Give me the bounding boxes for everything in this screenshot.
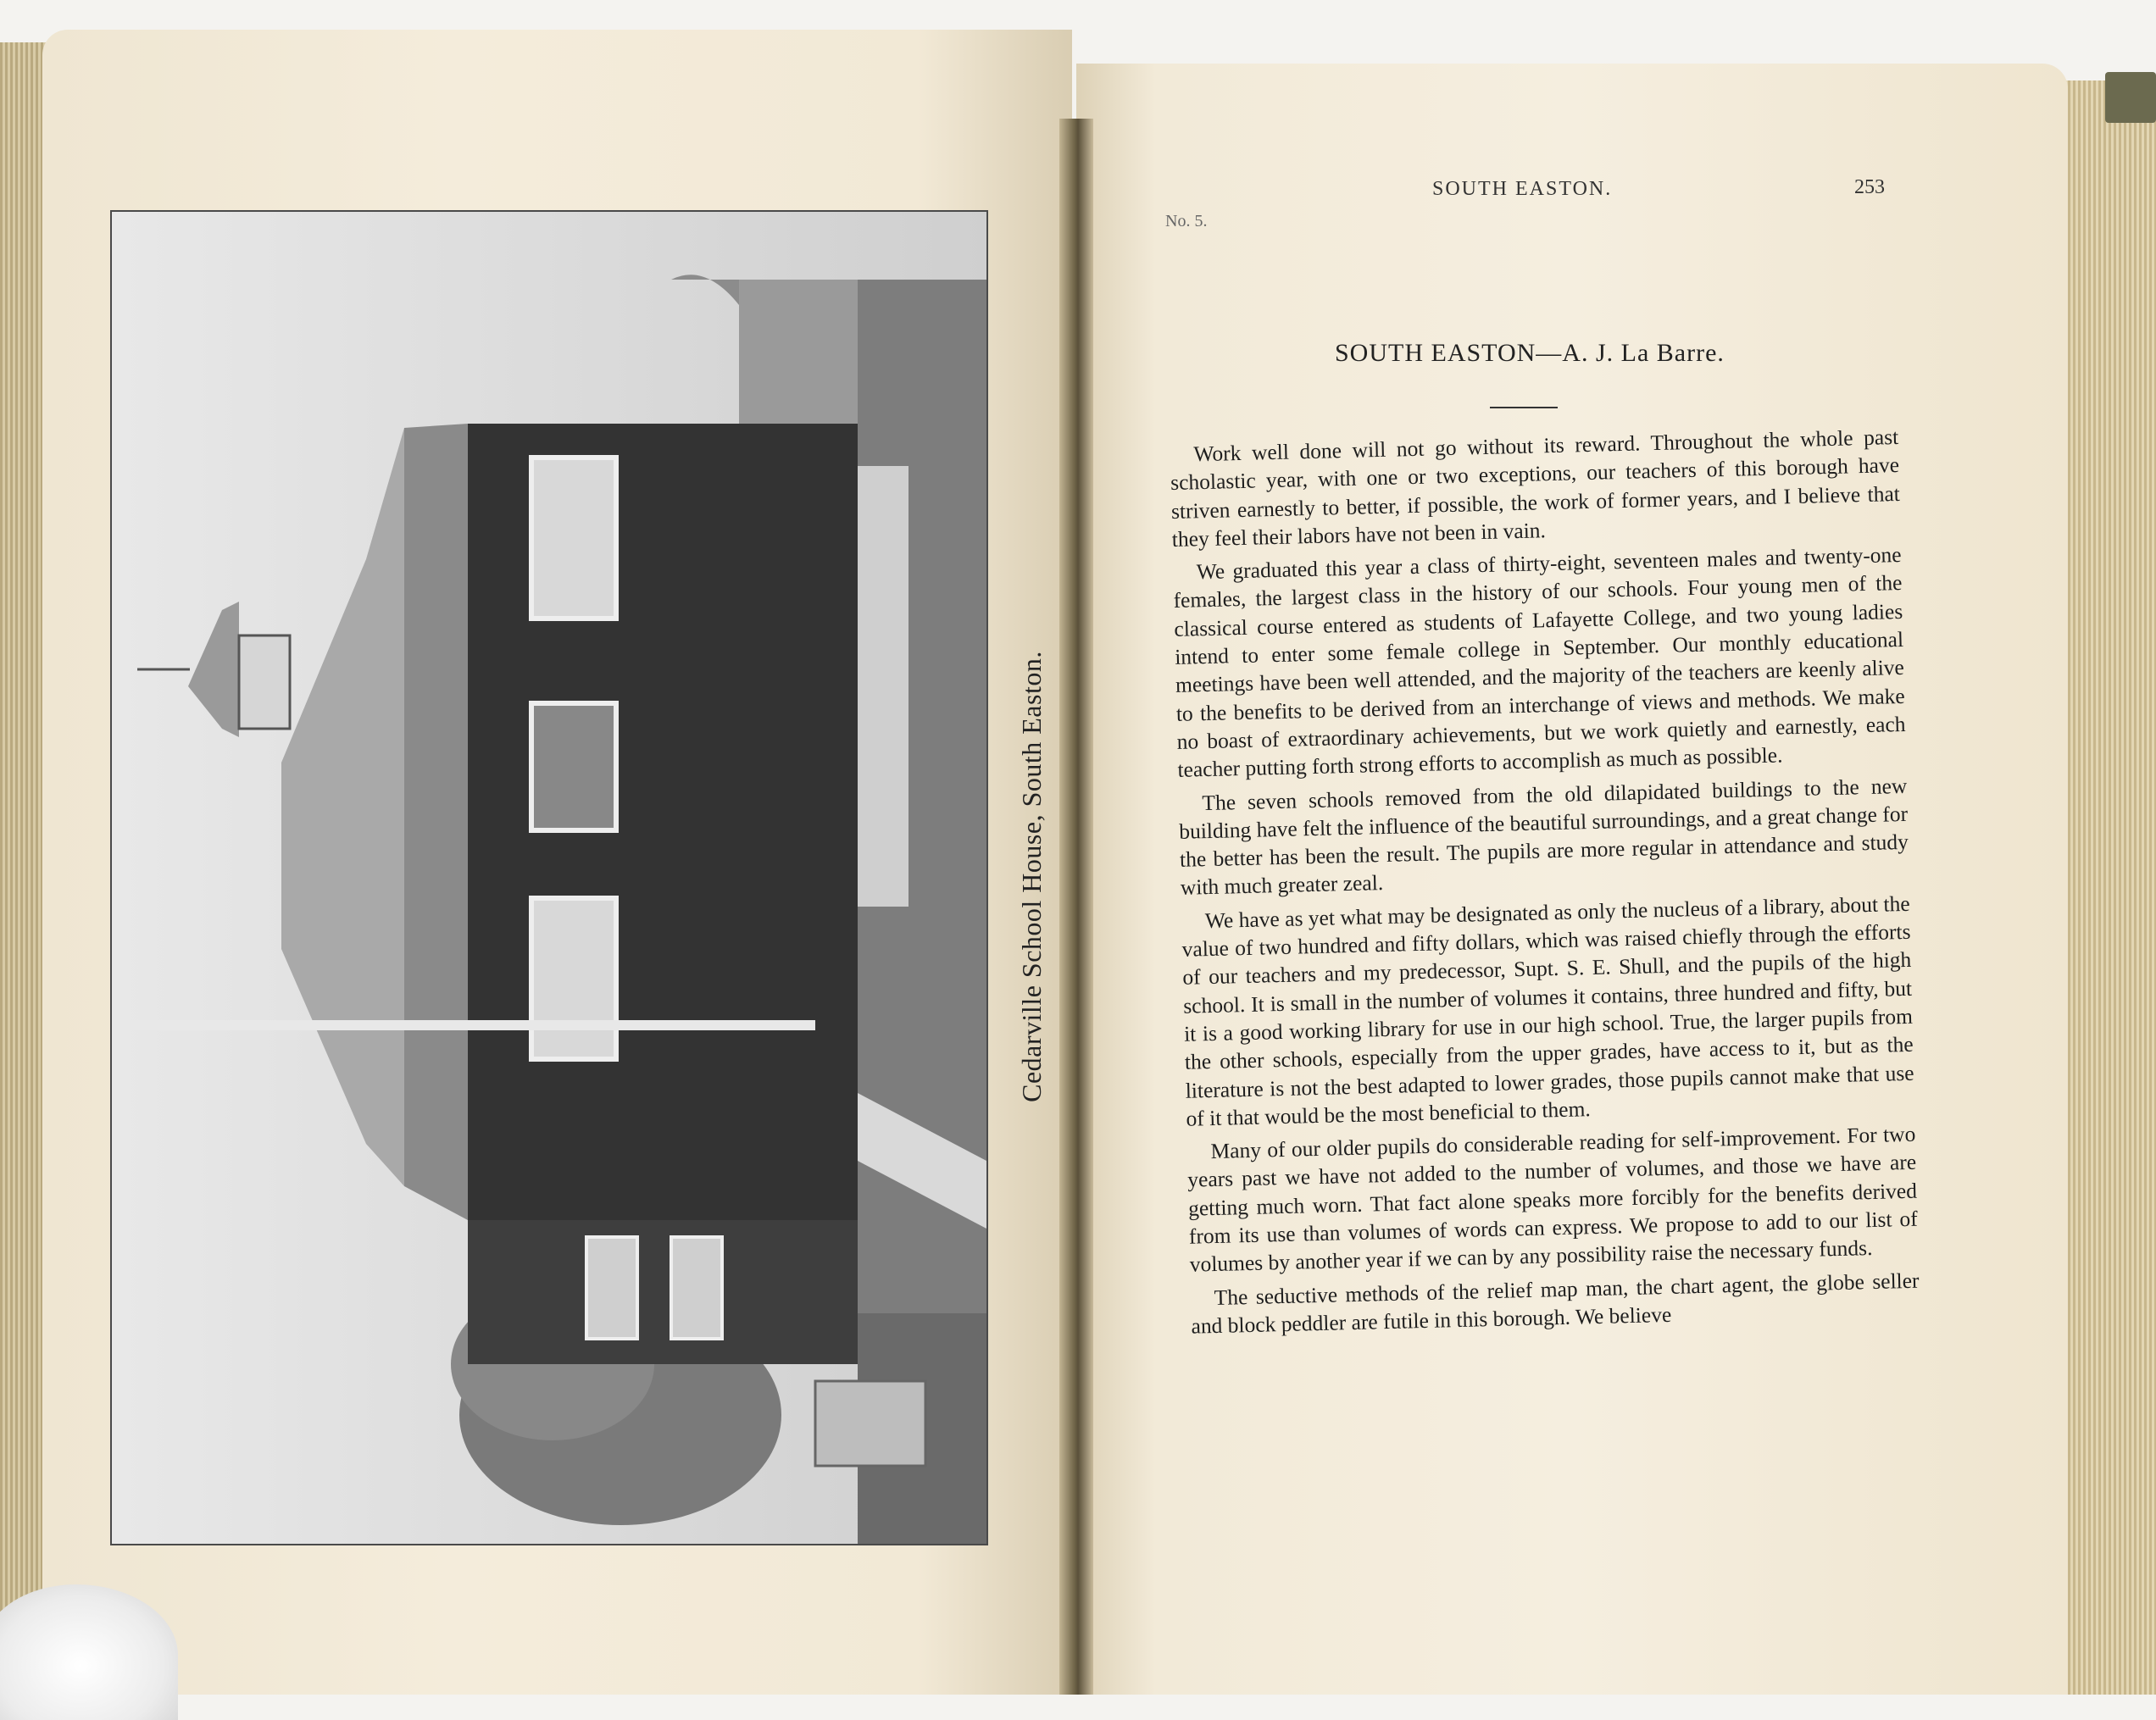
plate-caption-text: Cedarville School House, South Easton. bbox=[1015, 650, 1047, 1102]
roof-front bbox=[404, 424, 468, 1220]
window bbox=[531, 898, 616, 1059]
building-side-wall bbox=[468, 1220, 858, 1364]
running-head: SOUTH EASTON. bbox=[1432, 178, 1613, 200]
right-page-edges bbox=[2061, 80, 2156, 1695]
page-number: 253 bbox=[1854, 176, 1885, 198]
signature-mark: No. 5. bbox=[1165, 212, 1208, 230]
paragraph: The seductive methods of the relief map man, the chart agent, the globe seller and block peddler are futile in this borough. We believe bbox=[1191, 1268, 1920, 1339]
window bbox=[531, 458, 616, 619]
front-steps bbox=[858, 466, 909, 907]
body-text bbox=[1170, 423, 1920, 1340]
side-window bbox=[586, 1237, 637, 1339]
heading-rule bbox=[1490, 407, 1558, 408]
door bbox=[531, 703, 616, 830]
belfry bbox=[239, 635, 290, 729]
outbuilding bbox=[815, 1381, 925, 1466]
photo-drawing bbox=[112, 212, 986, 1544]
paragraph: We graduated this year a class of thirty-eight, seventeen males and twenty-one females, the largest class in the history of our schools. Four young men of the classical course entered as students of Lafayette College, and two young ladies intend to enter some female college in September. Our monthly educational meetings have been well attended, and the majority of the teachers are keenly alive to the benefits to be derived from an interchange of views and methods. We make no boast of extraordinary achievements, but we work quietly and earnestly, each teacher putting forth strong efforts to accomplish as much as possible. bbox=[1173, 542, 1906, 783]
book-cover-corner bbox=[2105, 72, 2156, 123]
paragraph: Many of our older pupils do considerable reading for self-improvement. For two years past we have not added to the number of volumes, and those we have are getting much worn. That fact alone speaks more forcibly for the benefits derived from its use than volumes of words can express. We propose to add to our list of volumes by another year if we can by any possibility raise the necessary funds. bbox=[1186, 1121, 1919, 1278]
building-wall bbox=[468, 424, 858, 1220]
plate-caption bbox=[985, 210, 1078, 1542]
paragraph: We have as yet what may be designated as only the nucleus of a library, about the value of two hundred and fifty dollars, which was raised chiefly through the efforts of our teachers and my predecessor, Supt. S. E. Shull, and the pupils of the high school. It is small in the number of volumes it contains, three hundred and fifty, but it is a good working library for use in our high school. True, the larger pupils from the other schools, especially from the upper grades, have access to it, but as the literature is not the best adapted to lower grades, those pupils cannot make that use of it that would be the most beneficial to them. bbox=[1181, 891, 1914, 1131]
paragraph: The seven schools removed from the old dilapidated buildings to the new building have felt the influence of the beautiful surroundings, and a great change for the better has been the result. The pupils are more regular in attendance and study with much greater zeal. bbox=[1178, 773, 1909, 901]
paragraph: Work well done will not go without its reward. Throughout the whole past scholastic year, with one or two exceptions, our teachers of this borough have striven earnestly to better, if possible, the work of former years, and I believe that they feel their labors have not been in vain. bbox=[1170, 424, 1901, 552]
school-house-photograph bbox=[110, 210, 988, 1545]
section-heading: SOUTH EASTON—A. J. La Barre. bbox=[1335, 339, 1725, 367]
side-window bbox=[671, 1237, 722, 1339]
